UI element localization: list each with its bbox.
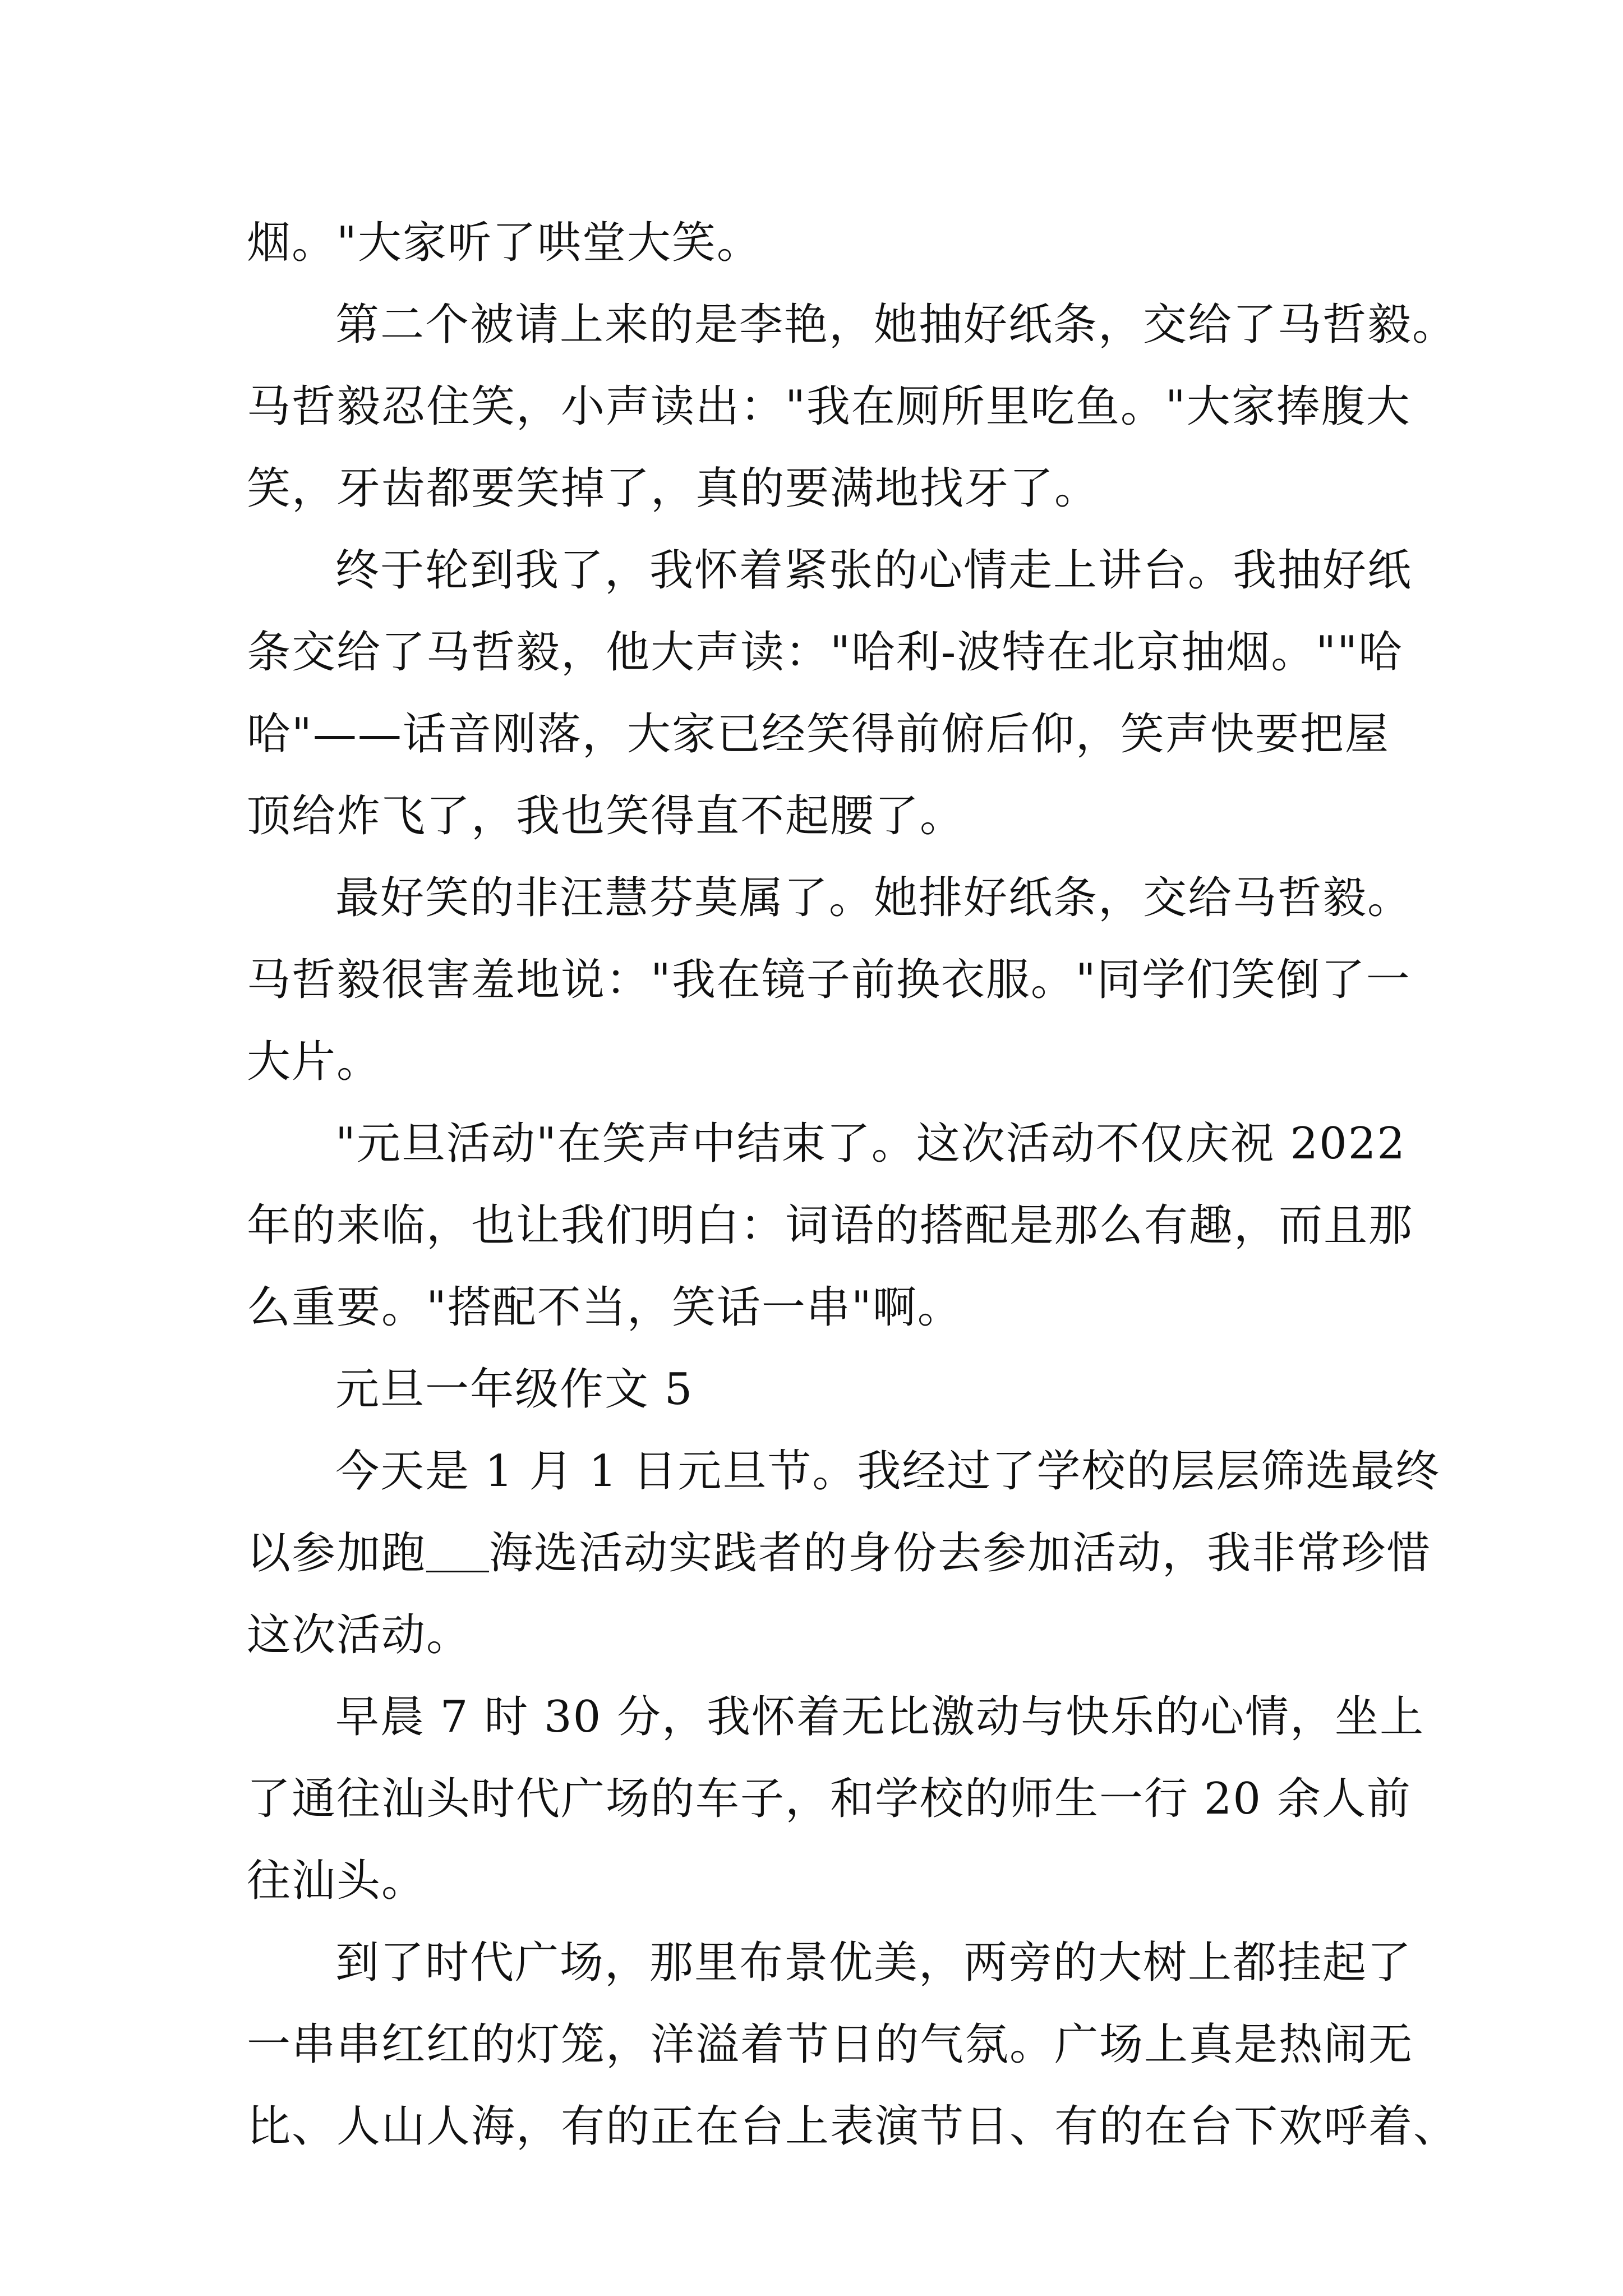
text-segment: 海选活动实践者的身份去参加活动，我非常珍惜 [489,1528,1432,1579]
text-line: 第二个被请上来的是李艳，她抽好纸条，交给了马哲毅。 [335,300,1458,350]
text-segment: 以参加跑 [247,1528,427,1579]
text-line: 最好笑的非汪慧芬莫属了。她排好纸条，交给马哲毅。 [335,873,1413,923]
text-line: 马哲毅忍住笑，小声读出："我在厕所里吃鱼。"大家捧腹大 [247,381,1411,432]
text-line [247,1512,1432,1594]
text-line: 往汕头。 [247,1856,427,1906]
text-line: 条交给了马哲毅，他大声读："哈利-波特在北京抽烟。""哈 [247,627,1403,678]
text-line: 终于轮到我了，我怀着紧张的心情走上讲台。我抽好纸 [335,545,1413,596]
text-line: 顶给炸飞了，我也笑得直不起腰了。 [247,791,965,841]
text-line: 烟。"大家听了哄堂大笑。 [247,218,762,268]
text-line: 马哲毅很害羞地说："我在镜子前换衣服。"同学们笑倒了一 [247,955,1411,1005]
text-line: 早晨 7 时 30 分，我怀着无比激动与快乐的心情，坐上 [335,1692,1425,1742]
text-line: 到了时代广场，那里布景优美，两旁的大树上都挂起了 [335,1938,1413,1988]
section-heading: 元旦一年级作文 5 [335,1364,694,1415]
text-line: 了通往汕头时代广场的车子，和学校的师生一行 20 余人前 [247,1774,1412,1824]
text-line: 一串串红红的灯笼，洋溢着节日的气氛。广场上真是热闹无 [247,2019,1414,2070]
document-body [247,202,1459,2168]
text-line: 笑，牙齿都要笑掉了，真的要满地找牙了。 [247,463,1100,514]
text-line: "元旦活动"在笑声中结束了。这次活动不仅庆祝 2022 [335,1119,1407,1169]
text-line: 比、人山人海，有的正在台上表演节日、有的在台下欢呼着、 [247,2101,1459,2152]
text-line: 哈"——话音刚落，大家已经笑得前俯后仰，笑声快要把屋 [247,709,1390,760]
text-line: 年的来临，也让我们明白：词语的搭配是那么有趣，而且那 [247,1200,1414,1251]
text-line: 大片。 [247,1037,382,1087]
text-line: 这次活动。 [247,1610,472,1660]
text-line: 今天是 1 月 1 日元旦节。我经过了学校的层层筛选最终 [335,1446,1441,1497]
text-line: 么重要。"搭配不当，笑话一串"啊。 [247,1282,962,1333]
blank-underline [426,1531,489,1572]
